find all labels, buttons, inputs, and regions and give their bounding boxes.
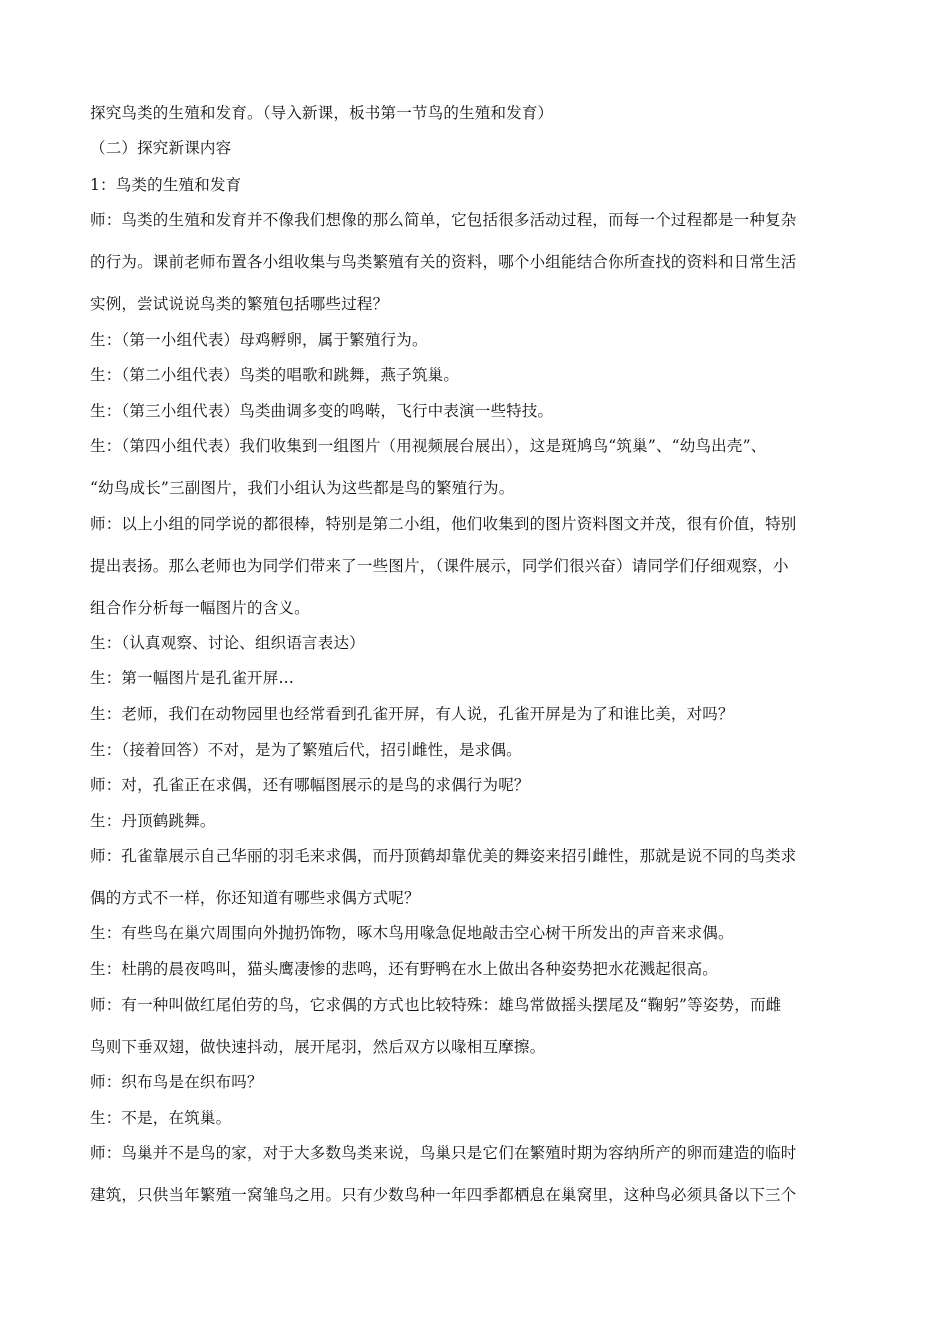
text-line: 师：鸟类的生殖和发育并不像我们想像的那么简单，它包括很多活动过程，而每一个过程都是一种复杂 bbox=[90, 211, 797, 229]
text-line: 生：（第一小组代表）母鸡孵卵，属于繁殖行为。 bbox=[90, 331, 428, 349]
text-line: 师：有一种叫做红尾伯劳的鸟，它求偶的方式也比较特殊：雄鸟常做摇头摆尾及“鞠躬”等姿势，而雌 bbox=[90, 996, 782, 1014]
text-line: 师：织布鸟是在织布吗？ bbox=[90, 1073, 263, 1091]
text-line: 提出表扬。那么老师也为同学们带来了一些图片，（课件展示，同学们很兴奋）请同学们仔细观察，小 bbox=[90, 557, 789, 575]
text-line: 生：（第二小组代表）鸟类的唱歌和跳舞，燕子筑巢。 bbox=[90, 366, 460, 384]
text-line: 生：（第三小组代表）鸟类曲调多变的鸣啭，飞行中表演一些特技。 bbox=[90, 402, 554, 420]
text-line: 师：孔雀靠展示自己华丽的羽毛来求偶，而丹顶鹤却靠优美的舞姿来招引雌性，那就是说不同的鸟类求 bbox=[90, 847, 797, 865]
text-line: 偶的方式不一样，你还知道有哪些求偶方式呢？ bbox=[90, 889, 420, 907]
text-line: 探究鸟类的生殖和发育。（导入新课，板书第一节鸟的生殖和发育） bbox=[90, 104, 554, 122]
text-line: 鸟则下垂双翅，做快速抖动，展开尾羽，然后双方以喙相互摩擦。 bbox=[90, 1038, 546, 1056]
section-heading: （二）探究新课内容 bbox=[90, 139, 232, 157]
text-line: “幼鸟成长”三副图片，我们小组认为这些都是鸟的繁殖行为。 bbox=[90, 479, 515, 497]
text-line: 师：对，孔雀正在求偶，还有哪幅图展示的是鸟的求偶行为呢？ bbox=[90, 776, 530, 794]
text-line: 生：老师，我们在动物园里也经常看到孔雀开屏，有人说，孔雀开屏是为了和谁比美，对吗？ bbox=[90, 705, 734, 723]
text-line: 组合作分析每一幅图片的含义。 bbox=[90, 599, 310, 617]
text-line: 生：（认真观察、讨论、组织语言表达） bbox=[90, 634, 365, 652]
text-line: 生：丹顶鹤跳舞。 bbox=[90, 812, 216, 830]
text-line: 生：（第四小组代表）我们收集到一组图片（用视频展台展出），这是斑鸠鸟“筑巢”、“幼鸟出壳”、 bbox=[90, 437, 767, 455]
subsection-heading: 1：鸟类的生殖和发育 bbox=[90, 176, 242, 194]
text-line: 生：不是，在筑巢。 bbox=[90, 1109, 232, 1127]
text-line: 生：杜鹃的晨夜鸣叫，猫头鹰凄惨的悲鸣，还有野鸭在水上做出各种姿势把水花溅起很高。 bbox=[90, 960, 719, 978]
text-line: 的行为。课前老师布置各小组收集与鸟类繁殖有关的资料，哪个小组能结合你所查找的资料和日常生活 bbox=[90, 253, 797, 271]
text-line: 师：以上小组的同学说的都很棒，特别是第二小组，他们收集到的图片资料图文并茂，很有价值，特别 bbox=[90, 515, 797, 533]
text-line: 生：（接着回答）不对，是为了繁殖后代，招引雌性，是求偶。 bbox=[90, 741, 522, 759]
text-line: 建筑，只供当年繁殖一窝雏鸟之用。只有少数鸟种一年四季都栖息在巢窝里，这种鸟必须具备以下三个 bbox=[90, 1186, 797, 1204]
text-line: 实例，尝试说说鸟类的繁殖包括哪些过程？ bbox=[90, 295, 389, 313]
text-line: 生：第一幅图片是孔雀开屏… bbox=[90, 669, 295, 687]
text-line: 师：鸟巢并不是鸟的家，对于大多数鸟类来说，鸟巢只是它们在繁殖时期为容纳所产的卵而建造的临时 bbox=[90, 1144, 797, 1162]
text-line: 生：有些鸟在巢穴周围向外抛扔饰物，啄木鸟用喙急促地敲击空心树干所发出的声音来求偶。 bbox=[90, 924, 734, 942]
